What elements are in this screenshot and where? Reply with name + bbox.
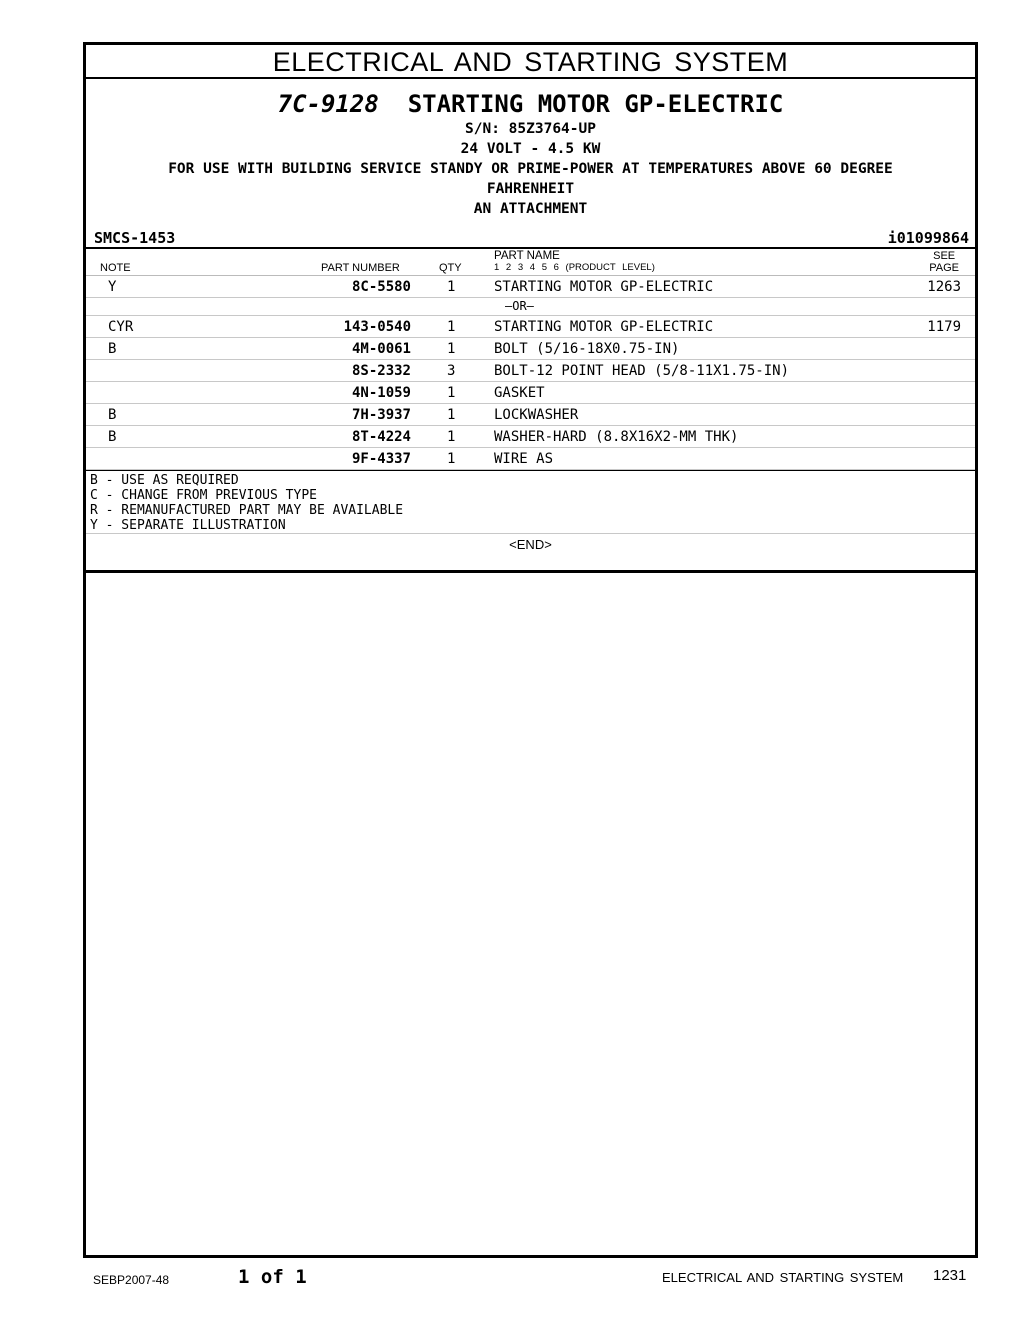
row-see-page[interactable]: 1179 [927, 319, 961, 335]
row-note: B [108, 407, 117, 423]
table-row [86, 448, 975, 470]
table-row [86, 276, 975, 298]
col-product-level: 1 2 3 4 5 6 (PRODUCT LEVEL) [494, 262, 655, 273]
smcs-row [86, 227, 975, 247]
row-note: B [108, 341, 117, 357]
column-headers [86, 249, 975, 276]
row-part-number[interactable]: 4N-1059 [351, 385, 411, 401]
row-qty: 1 [447, 407, 456, 423]
row-part-name: LOCKWASHER [494, 407, 579, 423]
rating: 24 VOLT - 4.5 KW [460, 141, 601, 157]
table-row [86, 316, 975, 338]
group-name: STARTING MOTOR GP-ELECTRIC [407, 90, 784, 118]
end-marker: <END> [86, 534, 975, 573]
row-qty: 1 [447, 385, 456, 401]
group-number: 7C-9128 [277, 90, 379, 118]
page-count: 1 of 1 [238, 1266, 307, 1288]
table-row [86, 404, 975, 426]
illustration-id: i01099864 [887, 229, 969, 247]
or-separator-row [86, 298, 975, 316]
note-legend-c: C - CHANGE FROM PREVIOUS TYPE [90, 488, 317, 503]
page-footer [0, 1266, 1020, 1296]
page-number: 1231 [933, 1267, 967, 1284]
notes-legend [86, 470, 975, 534]
col-page: PAGE [929, 262, 959, 274]
row-qty: 1 [447, 341, 456, 357]
row-note: CYR [108, 319, 134, 335]
row-part-number[interactable]: 143-0540 [343, 319, 411, 335]
row-see-page[interactable]: 1263 [927, 279, 961, 295]
group-title [86, 89, 975, 119]
row-part-name: BOLT (5/16-18X0.75-IN) [494, 341, 680, 357]
usage-line-2: FAHRENHEIT [486, 181, 575, 197]
row-part-name: GASKET [494, 385, 545, 401]
row-part-name: STARTING MOTOR GP-ELECTRIC [494, 279, 714, 295]
usage-line-1: FOR USE WITH BUILDING SERVICE STANDY OR PRIME-POWER AT TEMPERATURES ABOVE 60 DEGREE [168, 161, 893, 177]
footer-section-title: ELECTRICAL AND STARTING SYSTEM [662, 1270, 904, 1285]
row-part-number[interactable]: 9F-4337 [351, 451, 411, 467]
smcs-code: SMCS-1453 [94, 229, 176, 247]
row-qty: 1 [447, 319, 456, 335]
note-legend-r: R - REMANUFACTURED PART MAY BE AVAILABLE [90, 503, 404, 518]
col-part-number: PART NUMBER [321, 262, 400, 274]
attachment-label: AN ATTACHMENT [473, 201, 588, 217]
row-part-number[interactable]: 4M-0061 [351, 341, 411, 357]
group-heading [86, 79, 975, 219]
row-qty: 1 [447, 279, 456, 295]
document-id: SEBP2007-48 [93, 1273, 170, 1287]
row-part-name: WASHER-HARD (8.8X16X2-MM THK) [494, 429, 739, 445]
note-legend-y: Y - SEPARATE ILLUSTRATION [90, 518, 286, 533]
row-note: B [108, 429, 117, 445]
col-see: SEE [933, 250, 956, 262]
row-note: Y [108, 279, 117, 295]
row-qty: 3 [447, 363, 456, 379]
row-part-number[interactable]: 8C-5580 [351, 279, 411, 295]
row-part-name: WIRE AS [494, 451, 554, 467]
row-qty: 1 [447, 429, 456, 445]
col-qty: QTY [439, 262, 462, 274]
row-part-number[interactable]: 8T-4224 [351, 429, 411, 445]
table-row [86, 338, 975, 360]
note-legend-b: B - USE AS REQUIRED [90, 473, 239, 488]
row-qty: 1 [447, 451, 456, 467]
section-title: ELECTRICAL AND STARTING SYSTEM [86, 45, 975, 79]
col-part-name: PART NAME [494, 250, 560, 262]
row-part-name: STARTING MOTOR GP-ELECTRIC [494, 319, 714, 335]
table-row [86, 382, 975, 404]
table-row [86, 426, 975, 448]
row-part-name: BOLT-12 POINT HEAD (5/8-11X1.75-IN) [494, 363, 790, 379]
serial-number: S/N: 85Z3764-UP [465, 121, 596, 137]
table-row [86, 360, 975, 382]
col-note: NOTE [100, 262, 131, 274]
col-see-page [929, 250, 959, 274]
row-part-number[interactable]: 8S-2332 [351, 363, 411, 379]
row-part-number[interactable]: 7H-3937 [351, 407, 411, 423]
or-label: —OR— [505, 299, 534, 313]
parts-page-frame [83, 42, 978, 1258]
